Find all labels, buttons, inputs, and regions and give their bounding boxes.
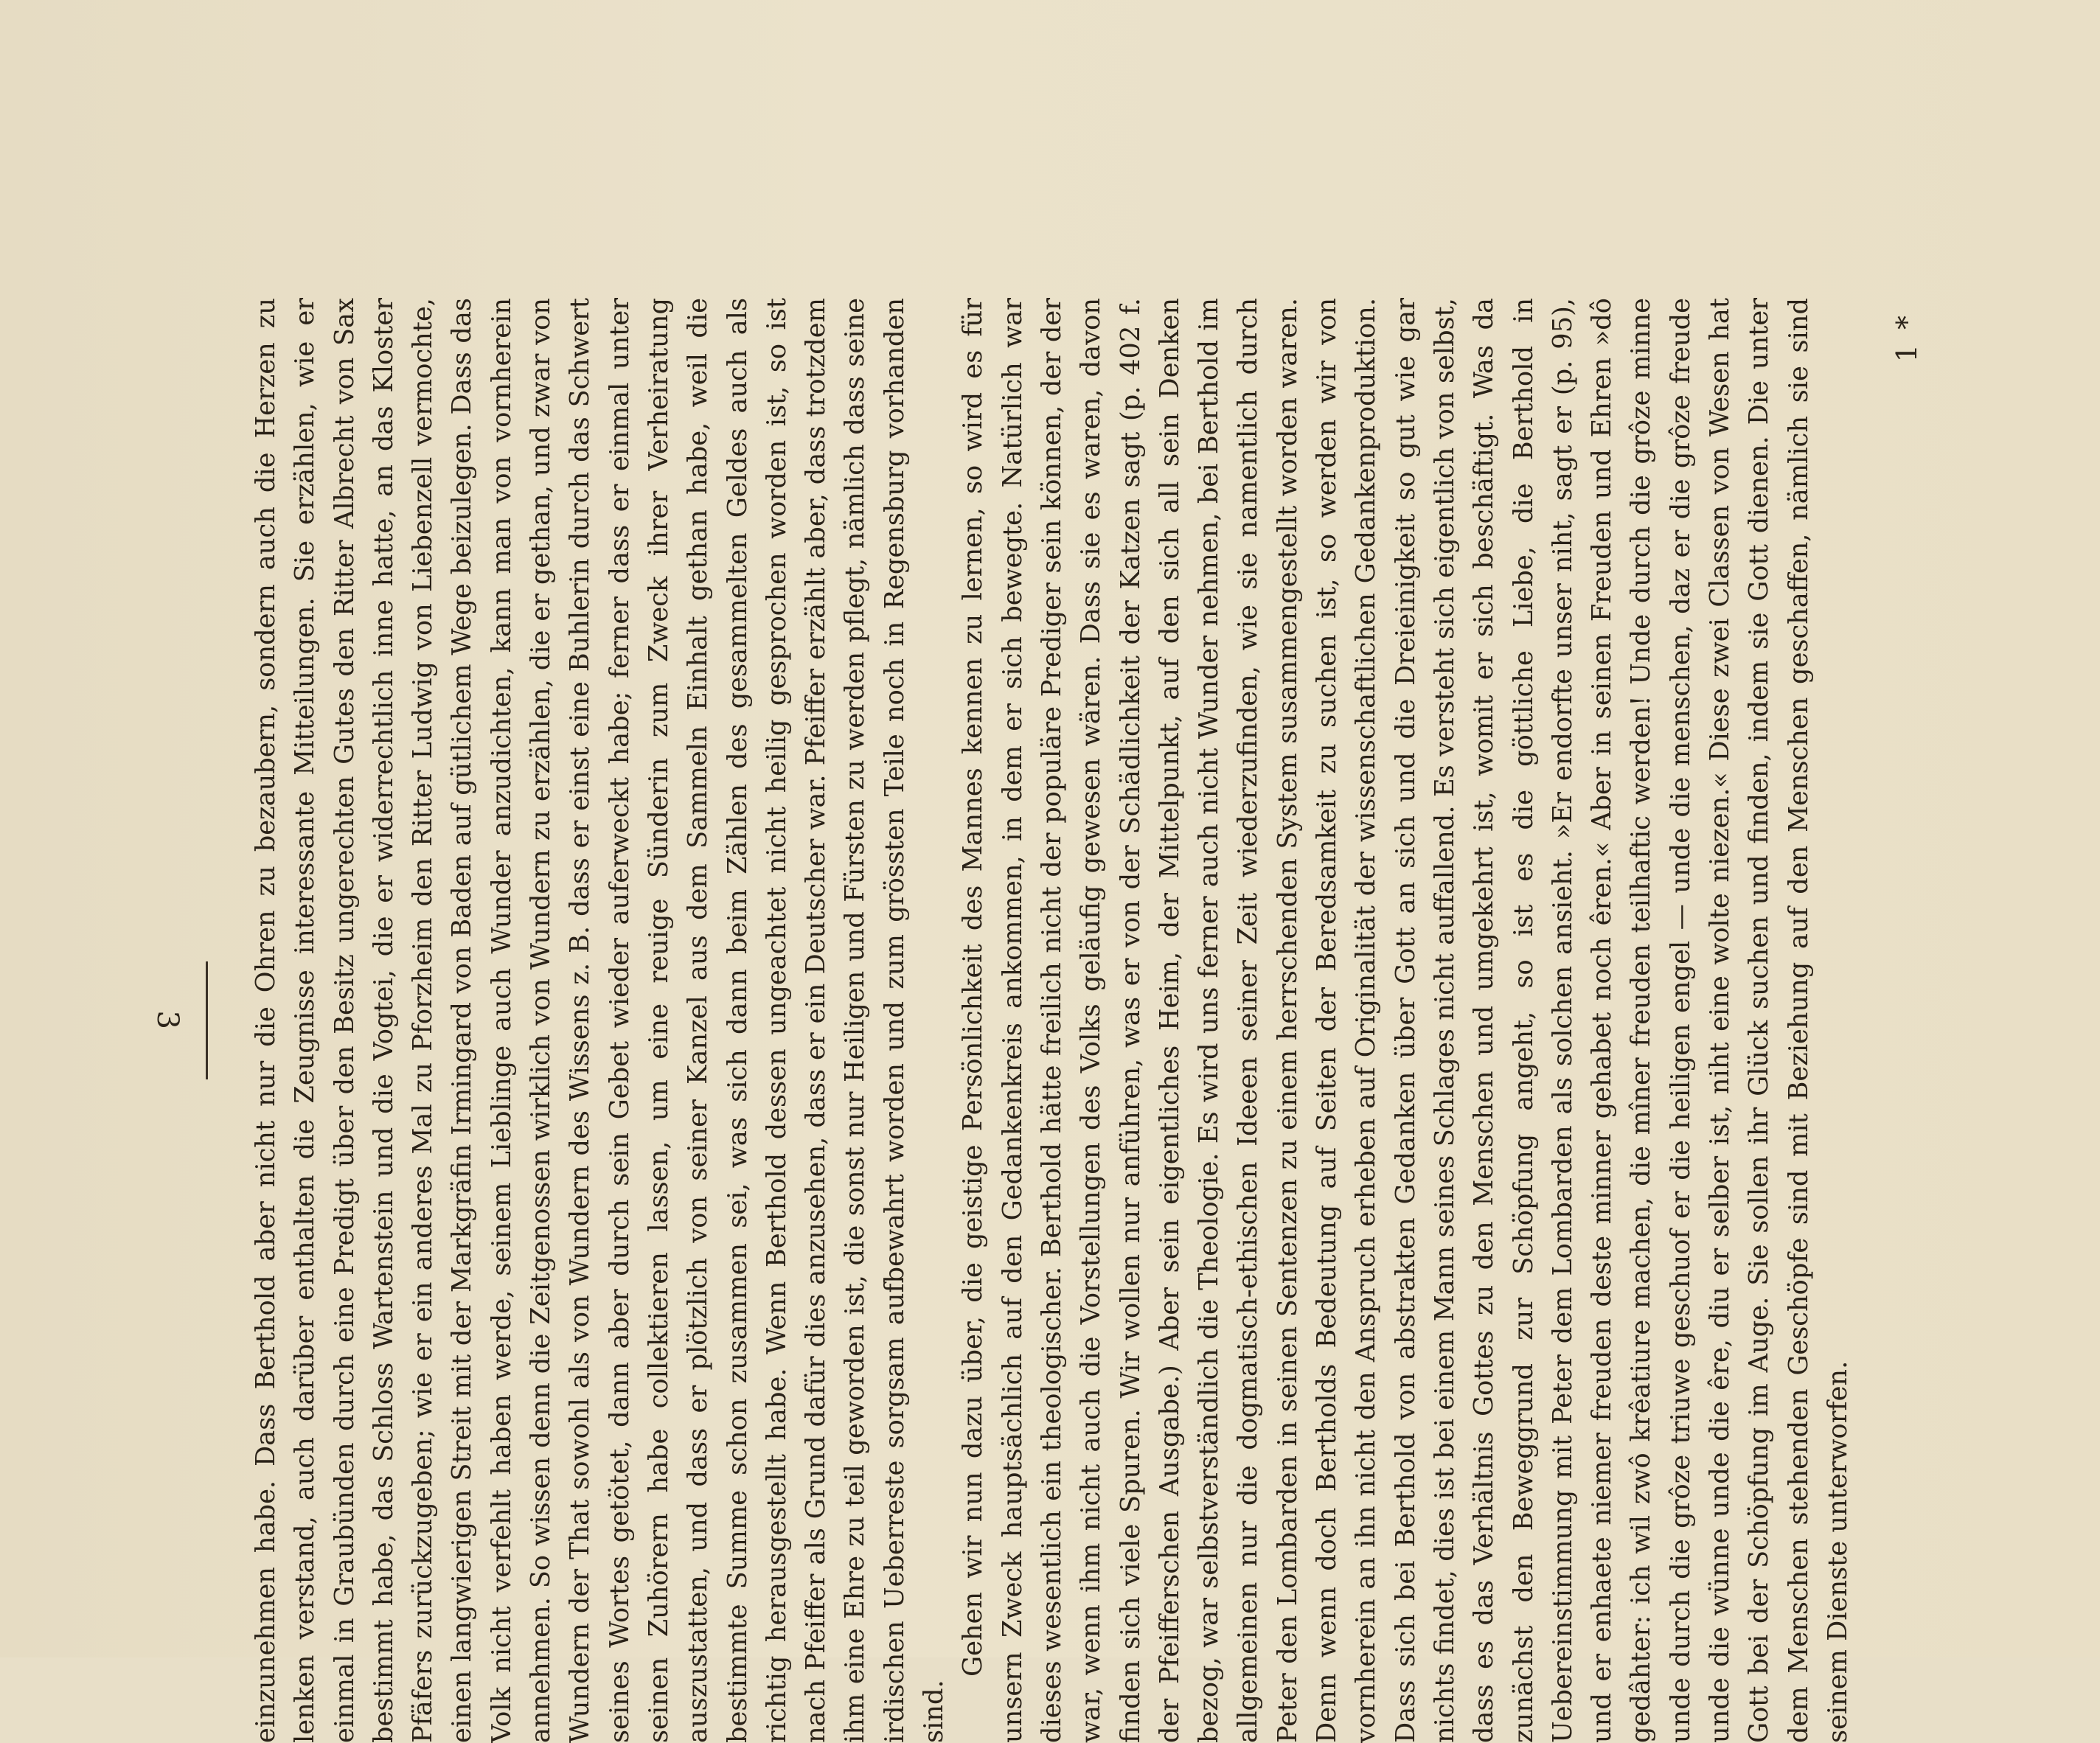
paragraph-2: Gehen wir nun dazu über, die geistige Persönlichkeit des Mannes kennen zu lernen, so wird es für unsern Zweck hauptsächlich auf den Gedankenkreis ankommen, in dem er sich bewegte. Natürlich war dieses wesentlich ein theologischer. Berthold hätte freilich nicht der populäre Prediger sein können, der der war, wenn ihm nicht auch die Vorstellungen des Volks geläufig gewesen wären. Dass sie es waren, davon finden sich viele Spuren. Wir wollen nur anführen, was er von der Schädlichkeit der Katzen sagt (p. 402 f. der Pfeifferschen Ausgabe.) Aber sein eigentliches Heim, der Mittelpunkt, auf den sich all sein Denken bezog, war selbstverständlich die Theologie. Es wird uns ferner auch nicht Wunder nehmen, bei Berthold im allgemeinen nur die dogmatisch-ethischen Ideeen seiner Zeit wiederzufinden, wie sie namentlich durch Peter den Lombarden in seinen Sentenzen zu einem herrschenden System susammengestellt worden waren. Denn wenn doch Bertholds Bedeutung auf Seiten der Beredsamkeit zu suchen ist, so werden wir von vornherein an ihn nicht den Anspruch erheben auf Originalität der wissenschaftlichen Gedankenproduktion. Dass sich bei Berthold von abstrakten Gedanken über Gott an sich und die Dreieinigkeit so gut wie gar nichts findet, dies ist bei einem Mann seines Schlages nicht auffallend. Es versteht sich eigentlich von selbst, dass es das Verhältnis Gottes zu den Menschen und umgekehrt ist, womit er sich beschäftigt. Was da zunächst den Beweggrund zur Schöpfung angeht, so ist es die göttliche Liebe, die Berthold in Uebereinstimmung mit Peter dem Lombarden als solchen ansieht. »Er endorfte unser niht, sagt er (p. 95), und er enhaete niemer freuden deste minner gehabet noch êren.« Aber in seinen Freuden und Ehren »dô gedâhter: ich wil zwô krêatiure machen, die mîner freuden teilhaftic werden! Unde durch die grôze minne unde durch die grôze triuwe geschuof er die heiligen engel — unde die menschen, daz er die grôze freude unde die wünne unde die êre, diu er selber ist, niht eine wolte niezen.« Diese zwei Classen von Wesen hat Gott bei der Schöpfung im Auge. Sie sollen ihr Glück suchen und finden, indem sie Gott dienen. Die unter dem Menschen stehenden Geschöpfe sind mit Beziehung auf den Menschen geschaffen, nämlich sie sind seinem Dienste unterworfen. <box>958 298 1853 1743</box>
page-number: 3 <box>150 1010 184 1031</box>
header-rule <box>206 961 208 1079</box>
paragraph-1: einzunehmen habe. Dass Berthold aber nicht nur die Ohren zu bezaubern, sondern auch die Herzen zu lenken verstand, auch darüber enthalten die Zeugnisse interessante Mitteilungen. Sie erzählen, wie er einmal in Graubünden durch eine Predigt über den Besitz ungerechten Gutes den Ritter Albrecht von Sax bestimmt habe, das Schloss Wartenstein und die Vogtei, die er widerrechtlich inne hatte, an das Kloster Pfäfers zurückzugeben; wie er ein anderes Mal zu Pforzheim den Ritter Ludwig von Liebenzell vermochte, einen langwierigen Streit mit der Markgräfin Irmingard von Baden auf gütlichem Wege beizulegen. Dass das Volk nicht verfehlt haben werde, seinem Lieblinge auch Wunder anzudichten, kann man von vornherein annehmen. So wissen denn die Zeitgenossen wirklich von Wundern zu erzählen, die er gethan, und zwar von Wundern der That sowohl als von Wundern des Wissens z. B. dass er einst eine Buhlerin durch das Schwert seines Wortes getötet, dann aber durch sein Gebet wieder auferweckt habe; ferner dass er einmal unter seinen Zuhörern habe collektieren lassen, um eine reuige Sünderin zum Zweck ihrer Verheiratung auszustatten, und dass er plötzlich von seiner Kanzel aus dem Sammeln Einhalt gethan habe, weil die bestimmte Summe schon zusammen sei, was sich dann beim Zählen des gesammelten Geldes auch als richtig herausgestellt habe. Wenn Berthold dessen ungeachtet nicht heilig gesprochen worden ist, so ist nach Pfeiffer als Grund dafür dies anzusehen, dass er ein Deutscher war. Pfeiffer erzählt aber, dass trotzdem ihm eine Ehre zu teil geworden ist, die sonst nur Heiligen und Fürsten zu werden pflegt, nämlich dass seine irdischen Ueberreste sorgsam aufbewahrt worden und zum grössten Teile noch in Regensburg vorhanden sind. <box>251 298 950 1743</box>
body-text <box>246 298 1857 1743</box>
page-header <box>150 298 184 1743</box>
signature-mark: 1 * <box>1891 313 1923 363</box>
book-page <box>121 298 1979 1743</box>
